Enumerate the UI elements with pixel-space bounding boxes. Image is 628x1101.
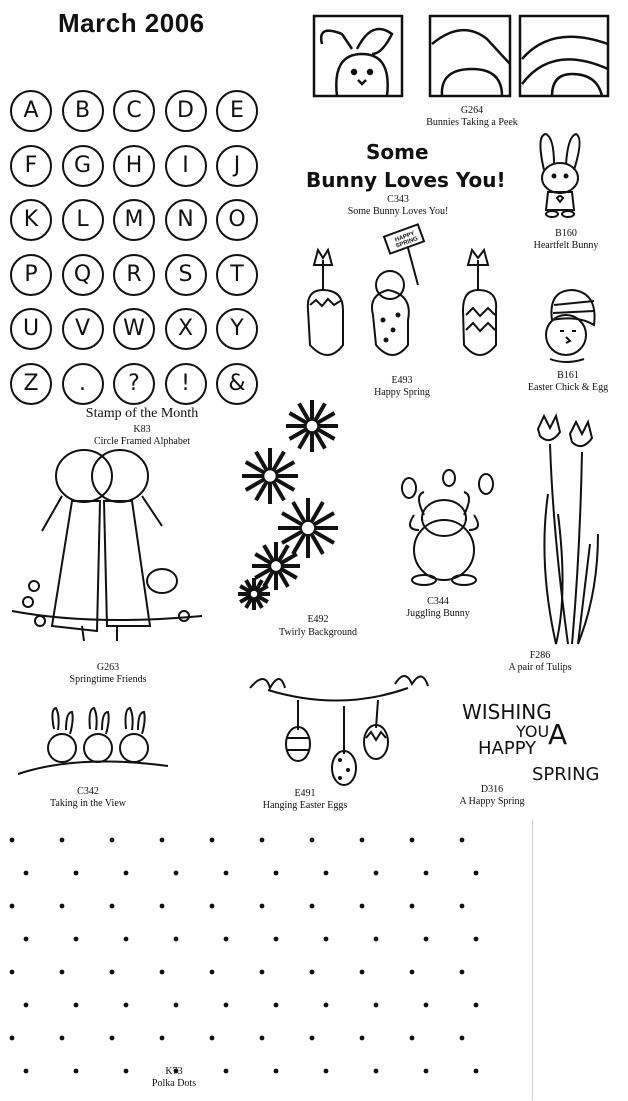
twirl-burst: [242, 448, 298, 504]
b160-code: B160: [555, 228, 577, 239]
page-title: March 2006: [58, 8, 205, 38]
d316-art-spring: SPRING: [532, 764, 600, 785]
polka-dot: [374, 1003, 379, 1008]
alphabet-circle: D: [165, 90, 207, 132]
alphabet-circle: I: [165, 145, 207, 187]
k73-name: Polka Dots: [151, 1078, 197, 1089]
polka-dot: [360, 838, 365, 843]
polka-dot: [160, 838, 165, 843]
polka-dot: [410, 838, 415, 843]
b161-code: B161: [557, 370, 579, 381]
polka-dot: [124, 937, 129, 942]
alphabet-circle: K: [10, 199, 52, 241]
polka-dot: [110, 1036, 115, 1041]
polka-dot: [410, 904, 415, 909]
polka-dot: [460, 904, 465, 909]
alphabet-circle: V: [62, 308, 104, 350]
c344-code: C344: [427, 596, 449, 607]
springtime-friends-illustration: [12, 446, 202, 646]
easter-chick-egg-illustration: [538, 285, 608, 370]
e491-name: Hanging Easter Eggs: [262, 800, 348, 811]
c343-art-line2: Bunny Loves You!: [306, 168, 506, 192]
polka-dot: [424, 1003, 429, 1008]
pair-of-tulips-illustration: [528, 414, 608, 654]
polka-dot: [124, 1069, 129, 1074]
k73-code: K73: [165, 1066, 183, 1077]
polka-dot: [360, 1036, 365, 1041]
heartfelt-bunny-illustration: [530, 130, 590, 225]
d316-art-a: A: [548, 718, 568, 751]
polka-dot: [474, 1003, 479, 1008]
polka-dot: [224, 937, 229, 942]
juggling-bunny-illustration: [394, 470, 494, 590]
alphabet-circle: N: [165, 199, 207, 241]
bunnies-peek-illustration: [312, 14, 612, 100]
polka-dot: [74, 871, 79, 876]
polka-dot: [74, 1003, 79, 1008]
polka-dot: [260, 970, 265, 975]
polka-dot: [24, 1069, 29, 1074]
polka-dot: [224, 1069, 229, 1074]
polka-dot: [210, 1036, 215, 1041]
d316-art-wishing: WISHING: [462, 700, 552, 724]
polka-dots-pattern: [0, 820, 532, 1100]
polka-dot: [324, 1003, 329, 1008]
polka-dot: [110, 838, 115, 843]
c343-name: Some Bunny Loves You!: [347, 206, 449, 217]
polka-dot: [210, 838, 215, 843]
polka-dot: [10, 838, 15, 843]
e492-name: Twirly Background: [279, 627, 357, 638]
alphabet-circle: P: [10, 254, 52, 296]
polka-dot: [160, 1036, 165, 1041]
polka-dot: [60, 970, 65, 975]
polka-dot: [310, 838, 315, 843]
polka-dots-stamp-panel: [0, 820, 533, 1100]
g264-name: Bunnies Taking a Peek: [426, 117, 518, 128]
e493-code: E493: [391, 375, 413, 386]
polka-dot: [110, 904, 115, 909]
alphabet-circle: E: [216, 90, 258, 132]
k83-code: K83: [133, 424, 151, 435]
alphabet-circle: X: [165, 308, 207, 350]
alphabet-circle: .: [62, 363, 104, 405]
polka-dot: [424, 871, 429, 876]
polka-dot: [10, 904, 15, 909]
polka-dot: [110, 970, 115, 975]
polka-dot: [424, 937, 429, 942]
polka-dot: [160, 904, 165, 909]
b160-name: Heartfelt Bunny: [533, 240, 599, 251]
d316-art-happy: HAPPY: [478, 738, 537, 759]
polka-dot: [374, 871, 379, 876]
polka-dot: [374, 937, 379, 942]
polka-dot: [474, 871, 479, 876]
c342-code: C342: [77, 786, 99, 797]
alphabet-circle: G: [62, 145, 104, 187]
polka-dot: [360, 970, 365, 975]
polka-dot: [60, 904, 65, 909]
polka-dot: [324, 937, 329, 942]
alphabet-circle: L: [62, 199, 104, 241]
alphabet-circle: J: [216, 145, 258, 187]
polka-dot: [474, 937, 479, 942]
polka-dot: [224, 1003, 229, 1008]
bunnies-view-illustration: [18, 704, 168, 779]
polka-dot: [224, 871, 229, 876]
polka-dot: [374, 1069, 379, 1074]
polka-dot: [260, 904, 265, 909]
polka-dot: [60, 838, 65, 843]
polka-dot: [474, 1069, 479, 1074]
alphabet-circle: ?: [113, 363, 155, 405]
polka-dot: [124, 871, 129, 876]
alphabet-circle: &: [216, 363, 258, 405]
polka-dot: [274, 1069, 279, 1074]
alphabet-circle: W: [113, 308, 155, 350]
c344-name: Juggling Bunny: [406, 608, 470, 619]
alphabet-circle: C: [113, 90, 155, 132]
alphabet-circle: H: [113, 145, 155, 187]
stamp-of-month-heading: Stamp of the Month: [85, 406, 199, 421]
alphabet-circle: Q: [62, 254, 104, 296]
d316-name: A Happy Spring: [459, 796, 525, 807]
polka-dot: [274, 937, 279, 942]
polka-dot: [310, 1036, 315, 1041]
polka-dot: [324, 871, 329, 876]
polka-dot: [324, 1069, 329, 1074]
alphabet-circle: A: [10, 90, 52, 132]
c342-name: Taking in the View: [49, 798, 127, 809]
polka-dot: [174, 937, 179, 942]
polka-dot: [460, 1036, 465, 1041]
alphabet-circle: T: [216, 254, 258, 296]
alphabet-circle: O: [216, 199, 258, 241]
polka-dot: [10, 970, 15, 975]
polka-dot: [24, 871, 29, 876]
polka-dot: [424, 1069, 429, 1074]
k83-name: Circle Framed Alphabet: [93, 436, 191, 447]
c343-art-line1: Some: [366, 140, 429, 164]
polka-dot: [174, 1003, 179, 1008]
polka-dot: [124, 1003, 129, 1008]
e491-code: E491: [294, 788, 316, 799]
polka-dot: [260, 1036, 265, 1041]
e493-name: Happy Spring: [374, 387, 430, 398]
polka-dot: [310, 904, 315, 909]
polka-dot: [174, 871, 179, 876]
polka-dot: [274, 871, 279, 876]
alphabet-circle: U: [10, 308, 52, 350]
alphabet-circle: Y: [216, 308, 258, 350]
polka-dot: [460, 970, 465, 975]
alphabet-circle: R: [113, 254, 155, 296]
f286-code: F286: [529, 650, 551, 661]
d316-code: D316: [480, 784, 504, 795]
polka-dot: [460, 838, 465, 843]
polka-dot: [360, 904, 365, 909]
g263-name: Springtime Friends: [69, 674, 147, 685]
e492-code: E492: [307, 614, 329, 625]
b161-name: Easter Chick & Egg: [527, 382, 609, 393]
c343-code: C343: [387, 194, 409, 205]
alphabet-circle: F: [10, 145, 52, 187]
polka-dot: [210, 970, 215, 975]
polka-dot: [274, 1003, 279, 1008]
g263-code: G263: [96, 662, 120, 673]
polka-dot: [160, 970, 165, 975]
happy-spring-eggs-illustration: [298, 230, 508, 370]
polka-dot: [410, 970, 415, 975]
alphabet-circle: !: [165, 363, 207, 405]
alphabet-circle: S: [165, 254, 207, 296]
d316-art-you: YOU: [516, 722, 550, 741]
hanging-eggs-illustration: [240, 660, 440, 790]
polka-dot: [410, 1036, 415, 1041]
polka-dot: [24, 1003, 29, 1008]
polka-dot: [310, 970, 315, 975]
happy-spring-sign: HAPPY SPRING: [394, 230, 419, 250]
polka-dot: [210, 904, 215, 909]
polka-dot: [260, 838, 265, 843]
twirly-background-illustration: [232, 398, 352, 618]
twirl-burst: [286, 400, 338, 452]
polka-dot: [60, 1036, 65, 1041]
alphabet-circle: B: [62, 90, 104, 132]
alphabet-circle: M: [113, 199, 155, 241]
polka-dot: [24, 937, 29, 942]
polka-dot: [10, 1036, 15, 1041]
polka-dot: [74, 937, 79, 942]
polka-dot: [74, 1069, 79, 1074]
alphabet-circle: Z: [10, 363, 52, 405]
g264-code: G264: [460, 105, 484, 116]
f286-name: A pair of Tulips: [508, 662, 572, 673]
